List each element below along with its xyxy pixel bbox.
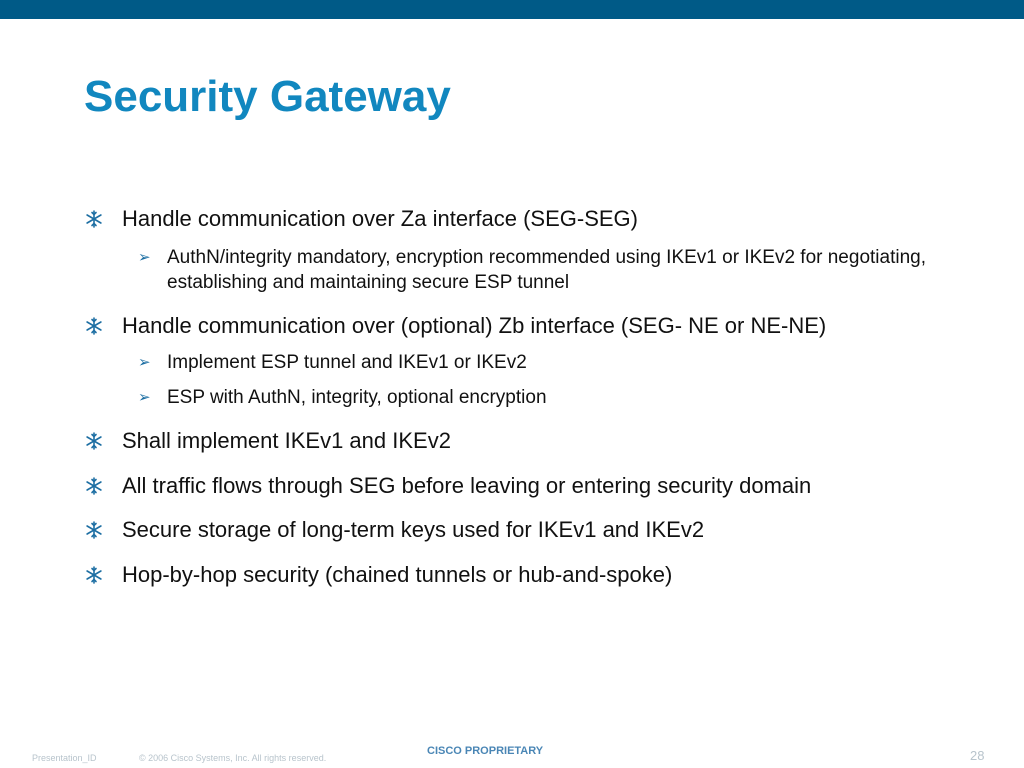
arrow-bullet-icon: ➢ [138, 389, 151, 406]
copyright-notice: © 2006 Cisco Systems, Inc. All rights reserved. [139, 753, 327, 763]
snowflake-bullet-icon [84, 520, 104, 540]
bullet-text: Shall implement IKEv1 and IKEv2 [122, 428, 451, 453]
sub-bullet-text: AuthN/integrity mandatory, encryption recommended using IKEv1 or IKEv2 for negotiating, establishing and maintaining secure ESP tunnel [167, 247, 926, 293]
slide-title: Security Gateway [84, 72, 451, 121]
page-number: 28 [970, 748, 985, 763]
arrow-bullet-icon: ➢ [138, 249, 151, 266]
bullet-text: Handle communication over (optional) Zb interface (SEG- NE or NE-NE) [122, 313, 827, 338]
snowflake-bullet-icon [84, 565, 104, 585]
snowflake-bullet-icon [84, 316, 104, 336]
sub-bullet-text: ESP with AuthN, integrity, optional encryption [167, 387, 547, 408]
bullet-text: Hop-by-hop security (chained tunnels or hub-and-spoke) [122, 562, 673, 587]
arrow-bullet-icon: ➢ [138, 354, 151, 371]
sub-bullet-text: Implement ESP tunnel and IKEv1 or IKEv2 [167, 352, 527, 373]
snowflake-bullet-icon [84, 431, 104, 451]
snowflake-bullet-icon [84, 476, 104, 496]
snowflake-bullet-icon [84, 209, 104, 229]
bullet-text: All traffic flows through SEG before leaving or entering security domain [122, 473, 812, 498]
bullet-text: Secure storage of long-term keys used for IKEv1 and IKEv2 [122, 517, 705, 542]
proprietary-label: CISCO PROPRIETARY [427, 745, 544, 757]
bullet-text: Handle communication over Za interface (SEG-SEG) [122, 206, 638, 231]
presentation-id: Presentation_ID [32, 753, 97, 763]
